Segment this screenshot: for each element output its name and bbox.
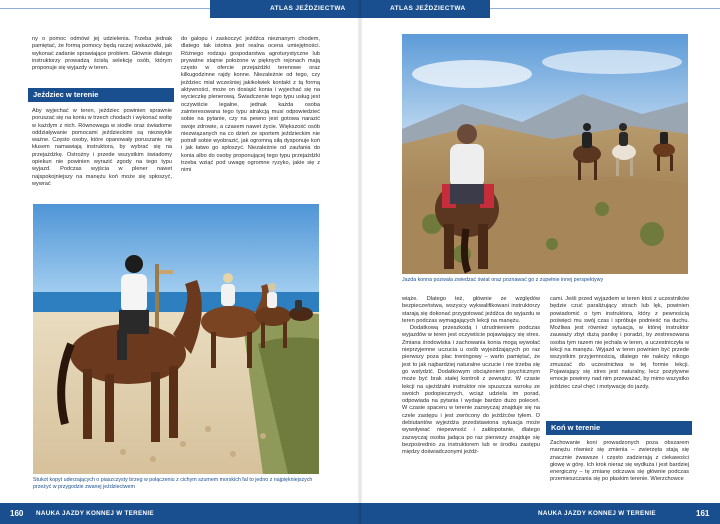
left-footer [0,503,360,524]
beach-photo-caption: Stukot kopyt uderzających o piaszczysty brzeg w połączeniu z cichym szumem morskich fal to jedno z najpiękniejszych przeżyć w przygodzie zwanej jeździectwem [33,477,313,490]
beach-riders-illustration [33,204,319,474]
left-col2-body: do galopu i zaskoczyć jeźdźca nieznanym chodem, dlatego tak istotna jest realna ocena umiejętności. Różnego rodzaju gospodarstwa agroturystyczne lub prywatne stajnie położone w pięknych rejonach mają często w ofercie przejażdżki terenowe oraz kilkugodzinne rajdy konne. Niezależnie od tego, czy jeździec miał wcześniej jakikolwiek kontakt z tą formą aktywności, może on dosiąść konia i wyjechać się na wycieczkę plenerową. Świadczenie tego typu usług jest oczywiście legalne, jednak każda osoba zainteresowana tego typu atrakcją musi odpowiedzieć sobie na pytanie, czy na pewno jest gotowa narazić swoje zdrowie, a czasem nawet życie. Większość osób niezwiązanych na co dzień ze sportem jeździeckim nie potrafi sobie wyobrazić, jak ogromną siłą dysponuje koń i jak łatwo go spłoszyć. Niezależnie od zaufania do konia albo do osoby proponującej tego typu przejażdżki trzeba wziąć pod uwagę ogromne ryzyko, jakie się z nimi [181,36,320,174]
right-col2-body: cami. Jeśli przed wyjazdem w teren ktoś z uczestników będzie czuć paraliżujący strach lub lęk, powinien powiadomić o tym instruktora, który z pewnością poświęci mu swój czas i spróbuje podnieść na duchu. Możliwa jest również sytuacja, w której instruktor zauważy zbyt dużą panikę i poradzi, by zestresowana osoba tym razem nie jechała w teren, a uczestniczyła w lekcji na manężu. Wyjazd w teren powinien być przede wszystkim przyjemnością, dlatego nie należy nikogo zmuszać do uczestnictwa w tej formie lekcji. Pojawiający się stres jest naturalny, lecz pozytywne emocje powinny nad nim przeważać, by mimo wszystko jeździec czuł chęć i motywację do jazdy. [550,296,689,390]
left-col1-body: Aby wyjechać w teren, jeździec powinien sprawnie poruszać się na koniu w trzech chodach i wykonać woltę w każdym z nich. Równowaga w siodle oraz świadome oddziaływanie pomocami jeździeckimi są niezwykle ważne. Często osoby, które opanowały poruszanie się kłusem namawiają instruktora, by wybrać się na przejażdżkę. Ostrożny i przede wszystkim świadomy opiekun nie powinien wyrazić zgody na tego typu wyjazd. Podczas wyjścia w plener nawet najspokojniejszy na manężu koń może się spłoszyć, wywrać [32,108,172,187]
left-col1-intro: ny o pomoc odmówi jej udzielenia. Trzeba jednak pamiętać, że formą pomocy będą raczej wskazówki, jak wykonać zadanie sprawiające problem. Głównie dlatego instruktorzy prowadzą ścisłą selekcję osób, którym proponuje się wyjazdy w teren. [32,36,172,72]
mountain-trail-photo [402,34,688,274]
right-col2-body2: Zachowanie koni prowadzonych poza obszarem manężu również się zmienia – zwierzęta stają się znacznie żwawsze i często zadzierają z ciekawości głowę w górę. Ich krok nieraz się wydłuża i jest bardziej energiczny – tę zmianę odczuwa się głównie podczas przemieszczania się po płaskim terenie. Wierzchowce [550,440,689,483]
book-gutter [357,0,363,524]
section-heading-horse: Koń w terenie [546,421,692,435]
running-head-right: ATLAS JEŹDZIECTWA [360,0,490,18]
right-page [360,0,720,524]
footer-title-left: NAUKA JAZDY KONNEJ W TERENIE [36,510,154,517]
section-heading-rider: Jeździec w terenie [28,88,174,102]
footer-title-right: NAUKA JAZDY KONNEJ W TERENIE [538,510,656,517]
running-head-rule-right [490,8,720,9]
trail-photo-caption: Jazda konna pozwala zwiedzać świat oraz poznawać go z zupełnie innej perspektywy [402,277,604,283]
page-number-right: 161 [696,509,710,518]
beach-riders-photo [33,204,319,474]
right-col1-body: wiąże. Dlatego też, głównie ze względów bezpieczeństwa, wszyscy wykwalifikowani instruktorzy starają się dokonać przygotować jeźdźca do wyjazdu w teren podczas wymagających lekcji na manężu. Dodatkową przeszkodą i utrudnieniem podczas wyjazdów w teren jest oczywiście pojawiający się stres. Zmiana środowiska i zachowania konia mogą wywołać nieprzyjemne uczucia u osób wyjeżdżających po raz pierwszy poza plac treningowy – warto pamiętać, że jest to jak najbardziej naturalne uczucie i nie trzeba się go wstydzić. Dodatkowym obciążeniem psychicznym może być brak stałej kontroli z zewnątrz. W czasie lekcji na ujeżdżalni instruktor nie spuszcza wzroku ze swoich podopiecznych, wciąż udziela im porad, odpowiada na pytania i wydaje bardzo dużo poleceń. W czasie spaceru w terenie zazwyczaj znajduje się na czele zastępu i jest zwrócony do jeźdźców tyłem. O debiutantów wyjeżdża przedstawiona sytuacja może wywoływać niepewność i zakłopotanie, dlatego zazwyczaj osoba jadąca po raz pierwszy znajduje się bezpośrednio za instruktorem lub w środku zastępu między doświadczonymi jeźdź- [402,296,540,456]
running-head-left: ATLAS JEŹDZIECTWA [210,0,360,18]
right-footer [360,503,720,524]
mountain-trail-illustration [402,34,688,274]
page-number-left: 160 [10,509,24,518]
running-head-rule [0,8,210,9]
